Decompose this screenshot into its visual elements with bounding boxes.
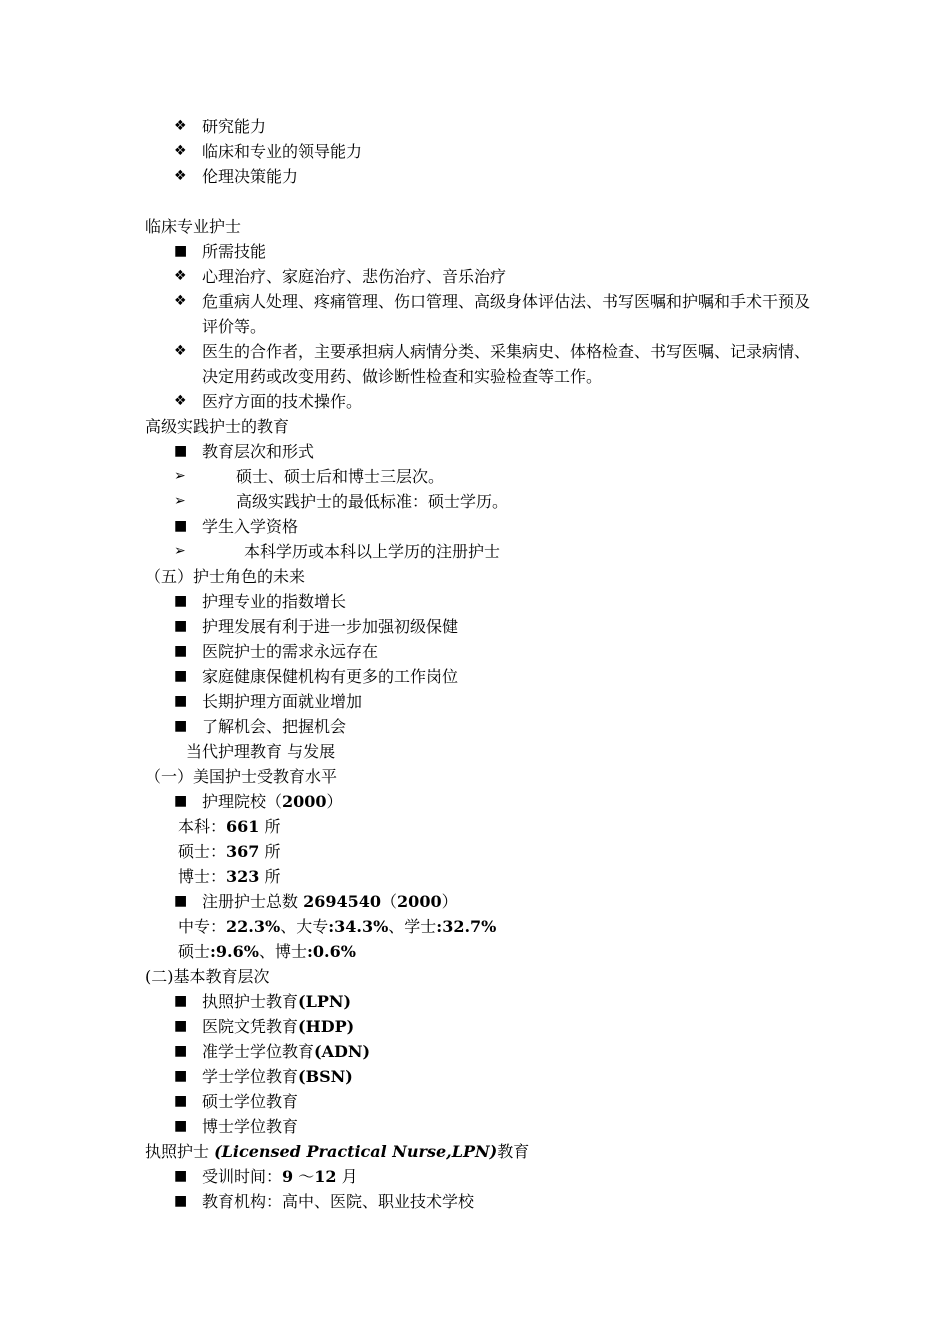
text-run: 本科：	[178, 817, 227, 836]
line-text	[202, 639, 950, 664]
line-text	[202, 164, 950, 189]
text-run: 教育	[497, 1142, 530, 1161]
line-text	[202, 614, 950, 639]
text-run: 护理院校（	[202, 792, 283, 811]
text-run: （一）美国护士受教育水平	[145, 767, 338, 786]
square-bullet-icon: ■	[174, 668, 188, 684]
list-item	[0, 1064, 950, 1089]
line-text	[202, 514, 950, 539]
line-text	[202, 1089, 950, 1114]
list-item	[0, 514, 950, 539]
text-run: 了解机会、把握机会	[202, 717, 347, 736]
list-item	[0, 689, 950, 714]
line-text	[202, 714, 950, 739]
text-run: 硕士学位教育	[202, 1092, 299, 1111]
list-item	[0, 389, 950, 414]
line-text	[178, 914, 950, 939]
bold-text: 661	[226, 817, 260, 836]
list-item	[0, 639, 950, 664]
list-item	[0, 614, 950, 639]
text-run: 当代护理教育 与发展	[186, 742, 336, 761]
list-item	[0, 1114, 950, 1139]
section-heading	[0, 1139, 950, 1164]
bold-text: 12	[314, 1167, 337, 1186]
line-text	[236, 489, 950, 514]
bold-text: :32.7%	[436, 917, 497, 936]
text-line	[0, 939, 950, 964]
text-run: 医院文凭教育	[202, 1017, 299, 1036]
section-heading	[0, 414, 950, 439]
square-bullet-icon: ■	[174, 1068, 188, 1084]
text-run: ）	[326, 792, 343, 811]
diamond-bullet-icon: ❖	[174, 293, 187, 309]
line-text	[202, 1164, 950, 1189]
line-text	[202, 1014, 950, 1039]
line-text	[202, 139, 950, 164]
text-run: 月	[336, 1167, 358, 1186]
text-run: (二)基本教育层次	[145, 967, 270, 986]
bold-text: 367	[226, 842, 260, 861]
text-run: 临床和专业的领导能力	[202, 142, 363, 161]
list-item	[0, 589, 950, 614]
diamond-bullet-icon: ❖	[174, 143, 187, 159]
list-item	[0, 164, 950, 189]
bold-text: (HDP)	[298, 1017, 355, 1036]
text-run: 心理治疗、家庭治疗、悲伤治疗、音乐治疗	[202, 267, 507, 286]
text-run: 护理专业的指数增长	[202, 592, 347, 611]
text-run: 本科学历或本科以上学历的注册护士	[244, 542, 501, 561]
square-bullet-icon: ■	[174, 1018, 188, 1034]
text-run: 学士学位教育	[202, 1067, 299, 1086]
arrow-bullet-icon: ➢	[174, 468, 186, 484]
bold-text: 2000	[282, 792, 327, 811]
square-bullet-icon: ■	[174, 993, 188, 1009]
square-bullet-icon: ■	[174, 593, 188, 609]
text-run: 、大专	[280, 917, 329, 936]
sub-list-item	[0, 539, 950, 564]
sub-list-item	[0, 464, 950, 489]
list-item	[0, 989, 950, 1014]
text-run: 伦理决策能力	[202, 167, 299, 186]
bold-text: (LPN)	[298, 992, 352, 1011]
text-run: 准学士学位教育	[202, 1042, 315, 1061]
diamond-bullet-icon: ❖	[174, 343, 187, 359]
text-line	[0, 914, 950, 939]
list-item	[0, 114, 950, 139]
bold-text: 9	[282, 1167, 294, 1186]
square-bullet-icon: ■	[174, 1043, 188, 1059]
square-bullet-icon: ■	[174, 243, 188, 259]
square-bullet-icon: ■	[174, 443, 188, 459]
text-run: 医疗方面的技术操作。	[202, 392, 363, 411]
square-bullet-icon: ■	[174, 618, 188, 634]
text-run: 家庭健康保健机构有更多的工作岗位	[202, 667, 459, 686]
arrow-bullet-icon: ➢	[174, 543, 186, 559]
line-text	[145, 214, 950, 239]
square-bullet-icon: ■	[174, 1168, 188, 1184]
line-text	[202, 689, 950, 714]
list-item	[0, 289, 950, 339]
list-item	[0, 1189, 950, 1214]
line-text	[145, 564, 950, 589]
line-text	[178, 814, 950, 839]
line-text	[202, 1189, 950, 1214]
line-text	[202, 664, 950, 689]
bold-text: 22.3%	[226, 917, 281, 936]
line-text	[202, 439, 950, 464]
text-run: 硕士：	[178, 842, 227, 861]
text-run: 所	[259, 867, 281, 886]
list-item	[0, 889, 950, 914]
text-run: 危重病人处理、疼痛管理、伤口管理、高级身体评估法、书写医嘱和护嘱和手术干预及评价等。	[202, 292, 811, 336]
text-run: （五）护士角色的未来	[145, 567, 306, 586]
text-run: 博士学位教育	[202, 1117, 299, 1136]
text-run: 硕士	[178, 942, 211, 961]
text-run: 执照护士	[145, 1142, 215, 1161]
bold-text: (Licensed Practical Nurse,LPN)	[214, 1142, 498, 1161]
text-run: 受训时间：	[202, 1167, 283, 1186]
text-run: 临床专业护士	[145, 217, 242, 236]
line-text	[145, 764, 950, 789]
square-bullet-icon: ■	[174, 643, 188, 659]
text-run: 注册护士总数	[202, 892, 304, 911]
text-line	[0, 839, 950, 864]
text-run: 高级实践护士的最低标准：硕士学历。	[236, 492, 509, 511]
line-text	[202, 114, 950, 139]
bold-text: 2000	[397, 892, 442, 911]
text-run: ～	[293, 1167, 315, 1186]
list-item	[0, 1089, 950, 1114]
line-text	[145, 414, 950, 439]
bold-text: 323	[226, 867, 260, 886]
section-heading	[0, 764, 950, 789]
list-item	[0, 1014, 950, 1039]
text-run: 长期护理方面就业增加	[202, 692, 363, 711]
text-line	[0, 864, 950, 889]
text-run: 高级实践护士的教育	[145, 417, 290, 436]
list-item	[0, 264, 950, 289]
line-text	[202, 989, 950, 1014]
sub-list-item	[0, 489, 950, 514]
list-item	[0, 239, 950, 264]
square-bullet-icon: ■	[174, 1118, 188, 1134]
square-bullet-icon: ■	[174, 518, 188, 534]
square-bullet-icon: ■	[174, 1093, 188, 1109]
list-item	[0, 789, 950, 814]
text-line	[0, 814, 950, 839]
line-text	[178, 864, 950, 889]
line-text	[236, 464, 950, 489]
list-item	[0, 339, 950, 389]
section-subtitle	[0, 739, 950, 764]
arrow-bullet-icon: ➢	[174, 493, 186, 509]
text-run: 、学士	[388, 917, 437, 936]
line-text	[202, 264, 950, 289]
text-run: 护理发展有利于进一步加强初级保健	[202, 617, 459, 636]
list-item	[0, 714, 950, 739]
square-bullet-icon: ■	[174, 1193, 188, 1209]
list-item	[0, 664, 950, 689]
line-text	[178, 839, 950, 864]
diamond-bullet-icon: ❖	[174, 393, 187, 409]
document-body	[0, 114, 950, 1214]
text-run: ）	[441, 892, 458, 911]
line-text	[202, 389, 950, 414]
line-text	[202, 1114, 950, 1139]
line-text	[186, 739, 950, 764]
line-text	[202, 289, 814, 339]
text-run: 教育层次和形式	[202, 442, 315, 461]
line-text	[202, 889, 950, 914]
square-bullet-icon: ■	[174, 793, 188, 809]
square-bullet-icon: ■	[174, 693, 188, 709]
section-heading	[0, 564, 950, 589]
square-bullet-icon: ■	[174, 718, 188, 734]
section-heading	[0, 964, 950, 989]
text-run: 博士：	[178, 867, 227, 886]
bold-text: :0.6%	[306, 942, 356, 961]
list-item	[0, 139, 950, 164]
diamond-bullet-icon: ❖	[174, 168, 187, 184]
text-run: 执照护士教育	[202, 992, 299, 1011]
square-bullet-icon: ■	[174, 893, 188, 909]
text-run: 中专：	[178, 917, 227, 936]
list-item	[0, 439, 950, 464]
bold-text: 2694540	[303, 892, 382, 911]
line-text	[145, 1139, 950, 1164]
diamond-bullet-icon: ❖	[174, 268, 187, 284]
line-text	[202, 789, 950, 814]
text-run: 教育机构：高中、医院、职业技术学校	[202, 1192, 475, 1211]
line-text	[202, 1064, 950, 1089]
text-run: 所	[259, 817, 281, 836]
text-run: 硕士、硕士后和博士三层次。	[236, 467, 445, 486]
line-text	[202, 239, 950, 264]
line-text	[178, 939, 950, 964]
bold-text: (BSN)	[298, 1067, 353, 1086]
section-heading	[0, 214, 950, 239]
text-run: 学生入学资格	[202, 517, 299, 536]
bold-text: :9.6%	[210, 942, 259, 961]
line-text	[202, 1039, 950, 1064]
text-run: 医生的合作者，主要承担病人病情分类、采集病史、体格检查、书写医嘱、记录病情、决定用药或改变用药、做诊断性检查和实验检查等工作。	[202, 342, 811, 386]
line-text	[145, 964, 950, 989]
text-run: 所需技能	[202, 242, 267, 261]
text-run: 研究能力	[202, 117, 267, 136]
text-run: 所	[259, 842, 281, 861]
text-run: 医院护士的需求永远存在	[202, 642, 379, 661]
bold-text: (ADN)	[314, 1042, 371, 1061]
list-item	[0, 1164, 950, 1189]
list-item	[0, 1039, 950, 1064]
bold-text: :34.3%	[328, 917, 389, 936]
text-run: 、博士	[258, 942, 307, 961]
text-run: （	[381, 892, 398, 911]
diamond-bullet-icon: ❖	[174, 118, 187, 134]
line-text	[202, 339, 814, 389]
line-text	[244, 539, 950, 564]
line-text	[202, 589, 950, 614]
